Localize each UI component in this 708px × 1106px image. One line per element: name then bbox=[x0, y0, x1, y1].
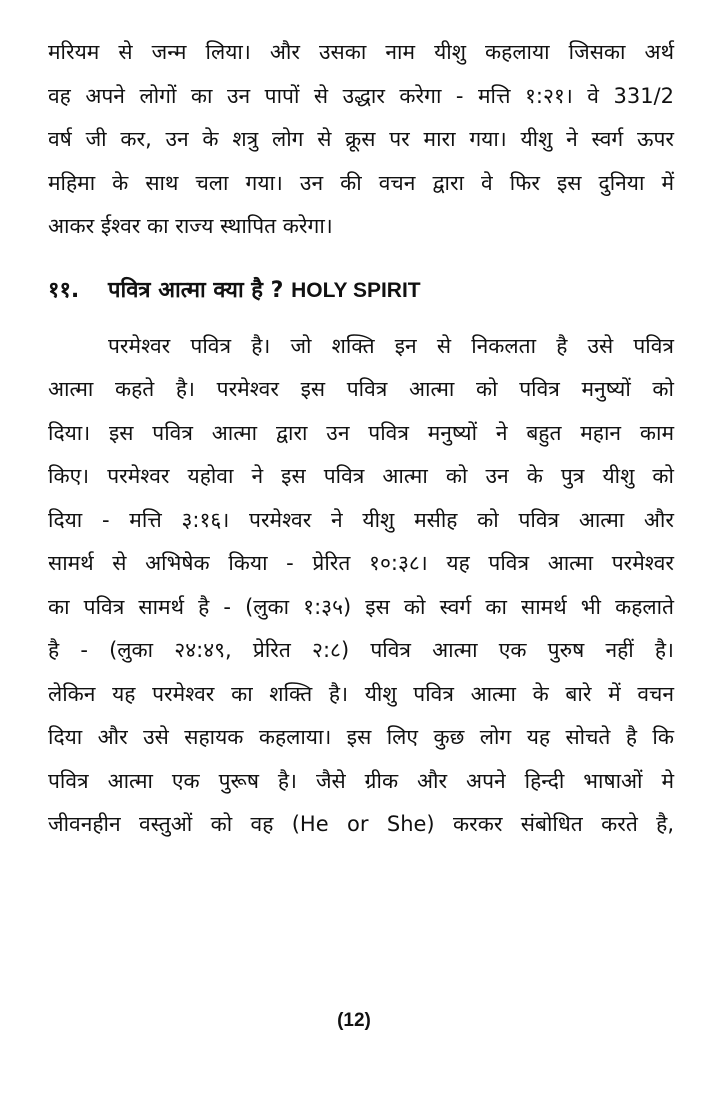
intro-paragraph bbox=[48, 38, 674, 256]
section-number: ११. bbox=[48, 277, 80, 303]
text-line: सामर्थ से अभिषेक किया - प्रेरित १०:३८। यह पवित्र आत्मा परमेश्वर bbox=[48, 551, 674, 575]
section-title: पवित्र आत्मा क्या है ? bbox=[108, 277, 284, 303]
text-line: दिया - मत्ति ३:१६। परमेश्वर ने यीशु मसीह को पवित्र आत्मा और bbox=[48, 507, 674, 532]
text-line: परमेश्वर पवित्र है। जो शक्ति इन से निकलता है उसे पवित्र bbox=[108, 333, 674, 358]
text-line: लेकिन यह परमेश्वर का शक्ति है। यीशु पवित्र आत्मा के बारे में वचन bbox=[48, 681, 674, 706]
text-line: जीवनहीन वस्तुओं को वह (He or She) करकर संबोधित करते है, bbox=[48, 812, 674, 836]
text-line: वर्ष जी कर, उन के शत्रु लोग से क्रूस पर मारा गया। यीशु ने स्वर्ग ऊपर bbox=[48, 127, 674, 151]
text-line: है - (लुका २४:४९, प्रेरित २:८) पवित्र आत्मा एक पुरुष नहीं है। bbox=[48, 638, 674, 662]
section-heading bbox=[48, 276, 674, 326]
section-title-english: HOLY SPIRIT bbox=[291, 278, 421, 302]
page-content bbox=[48, 38, 674, 854]
text-line: किए। परमेश्वर यहोवा ने इस पवित्र आत्मा को उन के पुत्र यीशु को bbox=[48, 464, 674, 488]
text-line: का पवित्र सामर्थ है - (लुका १:३५) इस को स्वर्ग का सामर्थ भी कहलाते bbox=[48, 594, 674, 619]
text-line: वह अपने लोगों का उन पापों से उद्धार करेगा - मत्ति १:२१। वे 331/2 bbox=[48, 83, 674, 108]
text-line: दिया। इस पवित्र आत्मा द्वारा उन पवित्र मनुष्यों ने बहुत महान काम bbox=[48, 420, 674, 445]
text-line: दिया और उसे सहायक कहलाया। इस लिए कुछ लोग यह सोचते है कि bbox=[48, 725, 674, 749]
text-line: महिमा के साथ चला गया। उन की वचन द्वारा वे फिर इस दुनिया में bbox=[48, 170, 674, 195]
text-line: मरियम से जन्म लिया। और उसका नाम यीशु कहलाया जिसका अर्थ bbox=[48, 40, 674, 64]
text-line: पवित्र आत्मा एक पुरूष है। जैसे ग्रीक और अपने हिन्दी भाषाओं मे bbox=[48, 768, 674, 793]
text-line: आत्मा कहते है। परमेश्वर इस पवित्र आत्मा को पवित्र मनुष्यों को bbox=[48, 377, 674, 401]
page-number: (12) bbox=[337, 1010, 371, 1031]
section-body bbox=[48, 332, 674, 854]
text-line: आकर ईश्वर का राज्य स्थापित करेगा। bbox=[48, 214, 333, 238]
